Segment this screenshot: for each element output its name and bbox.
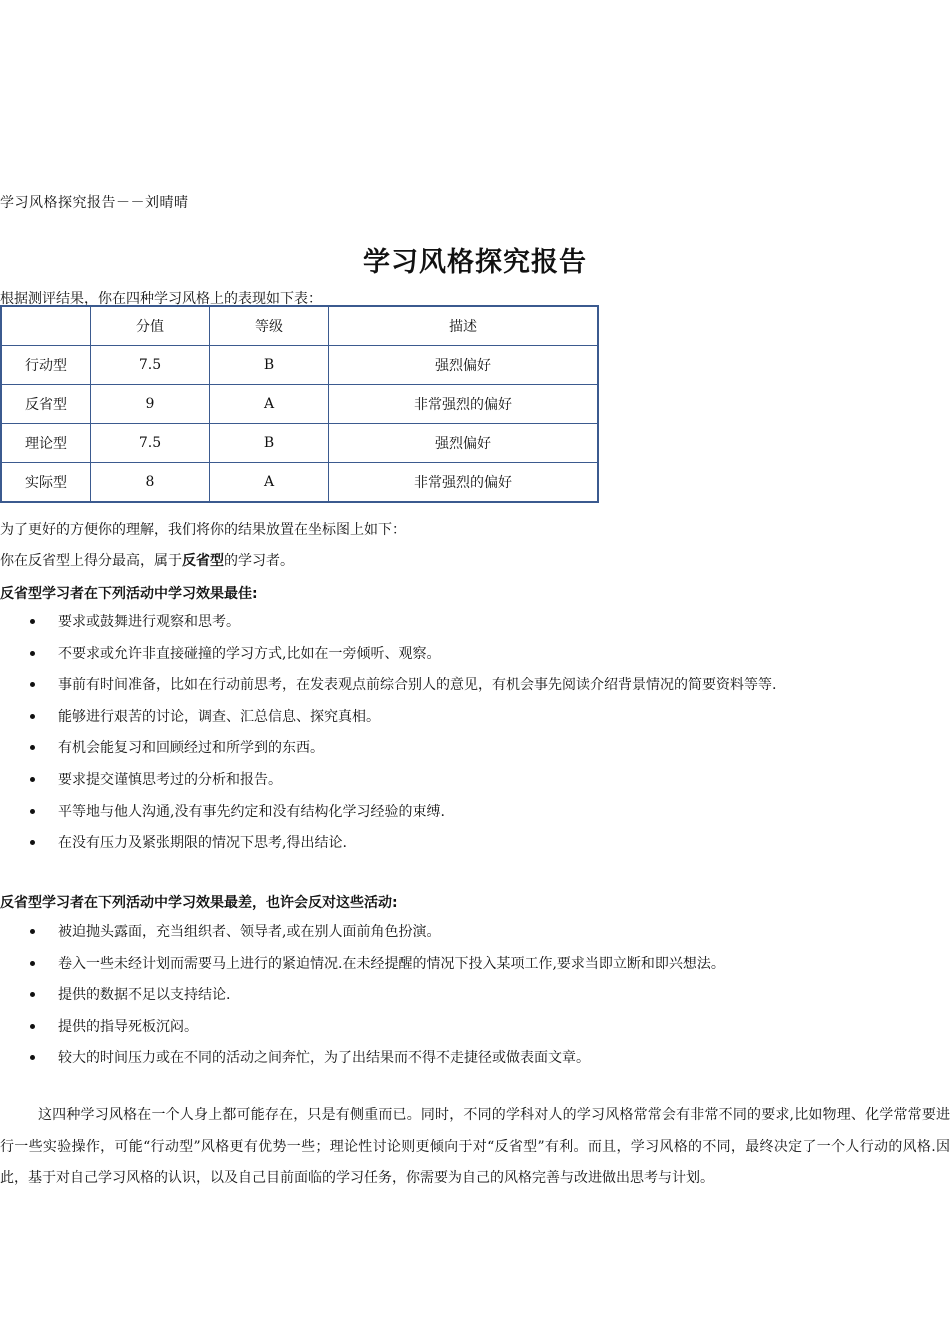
document-header: 学习风格探究报告－－刘晴晴 [0,195,189,211]
bullet-icon [30,809,35,814]
best-activities-list [0,613,776,866]
table-cell: 反省型 [1,385,91,424]
list-item [0,1049,725,1081]
table-cell: A [210,385,329,424]
list-item-text: 卷入一些未经计划而需要马上进行的紧迫情况.在未经提醒的情况下投入某项工作,要求当即立断和即兴想法。 [58,955,725,972]
table-cell: 强烈偏好 [329,424,599,463]
list-item-text: 要求或鼓舞进行观察和思考。 [58,614,240,630]
table-cell: B [210,346,329,385]
table-header-cell [1,306,91,346]
list-item-text: 在没有压力及紧张期限的情况下思考,得出结论. [58,835,347,852]
table-cell: 8 [91,463,210,503]
bullet-icon [30,745,35,750]
table-cell: 非常强烈的偏好 [329,463,599,503]
best-activities-heading: 反省型学习者在下列活动中学习效果最佳: [0,586,258,602]
table-row [1,346,598,385]
table-cell: 9 [91,385,210,424]
list-item-text: 平等地与他人沟通,没有事先约定和没有结构化学习经验的束缚. [58,803,445,820]
bullet-icon [30,714,35,719]
list-item [0,771,776,803]
bullet-icon [30,929,35,934]
bullet-icon [30,1055,35,1060]
bullet-icon [30,1024,35,1029]
intro-text: 根据测评结果，你在四种学习风格上的表现如下表： [0,291,322,307]
table-cell: 非常强烈的偏好 [329,385,599,424]
list-item-text: 不要求或允许非直接碰撞的学习方式,比如在一旁倾听、观察。 [58,645,441,662]
list-item-text: 提供的指导死板沉闷。 [58,1018,198,1035]
bullet-icon [30,961,35,966]
list-item-text: 较大的时间压力或在不同的活动之间奔忙，为了出结果而不得不走捷径或做表面文章。 [58,1050,590,1067]
list-item [0,803,776,835]
list-item-text: 提供的数据不足以支持结论. [58,987,231,1004]
list-item-text: 有机会能复习和回顾经过和所学到的东西。 [58,740,324,757]
table-cell: 7.5 [91,424,210,463]
closing-paragraph: 这四种学习风格在一个人身上都可能存在，只是有侧重而已。同时，不同的学科对人的学习风格常常会有非常不同的要求,比如物理、化学常常要进行一些实验操作，可能“行动型”风格更有优势一些；理论性讨论则更倾向于对“反省型”有利。而且，学习风格的不同，最终决定了一个人行动的风格.因此，基于对自己学习风格的认识，以及自己目前面临的学习任务，你需要为自己的风格完善与改进做出思考与计划。 [0,1107,950,1186]
list-item [0,613,776,645]
table-cell: 实际型 [1,463,91,503]
list-item [0,986,725,1018]
list-item [0,645,776,677]
table-cell: 7.5 [91,346,210,385]
bullet-icon [30,651,35,656]
table-header-cell: 描述 [329,306,599,346]
table-header-cell: 分值 [91,306,210,346]
list-item-text: 要求提交谨慎思考过的分析和报告。 [58,771,282,788]
score-table [0,305,599,503]
list-item [0,923,725,955]
table-cell: B [210,424,329,463]
list-item [0,834,776,866]
list-item-text: 被迫抛头露面，充当组织者、领导者,或在别人面前角色扮演。 [58,924,441,940]
table-row [1,385,598,424]
highest-suffix: 的学习者。 [224,553,294,569]
bullet-icon [30,840,35,845]
table-cell: 行动型 [1,346,91,385]
worst-activities-heading: 反省型学习者在下列活动中学习效果最差，也许会反对这些活动: [0,895,398,911]
table-header-row [1,306,598,346]
table-cell: 强烈偏好 [329,346,599,385]
chart-note: 为了更好的方便你的理解，我们将你的结果放置在坐标图上如下： [0,522,406,538]
bullet-icon [30,619,35,624]
list-item-text: 事前有时间准备，比如在行动前思考，在发表观点前综合别人的意见，有机会事先阅读介绍背景情况的简要资料等等. [58,677,777,694]
table-cell: 理论型 [1,424,91,463]
list-item [0,955,725,987]
table-cell: A [210,463,329,503]
bullet-icon [30,682,35,687]
list-item [0,708,776,740]
worst-activities-list [0,923,725,1081]
highest-prefix: 你在反省型上得分最高，属于 [0,553,182,569]
list-item [0,739,776,771]
list-item [0,1018,725,1050]
list-item-text: 能够进行艰苦的讨论，调查、汇总信息、探究真相。 [58,708,380,725]
highest-type: 反省型 [182,553,224,569]
table-header-cell: 等级 [210,306,329,346]
bullet-icon [30,777,35,782]
table-row [1,424,598,463]
table-row [1,463,598,503]
page-title: 学习风格探究报告 [363,247,587,278]
bullet-icon [30,992,35,997]
list-item [0,676,776,708]
highest-score-statement [0,550,294,570]
